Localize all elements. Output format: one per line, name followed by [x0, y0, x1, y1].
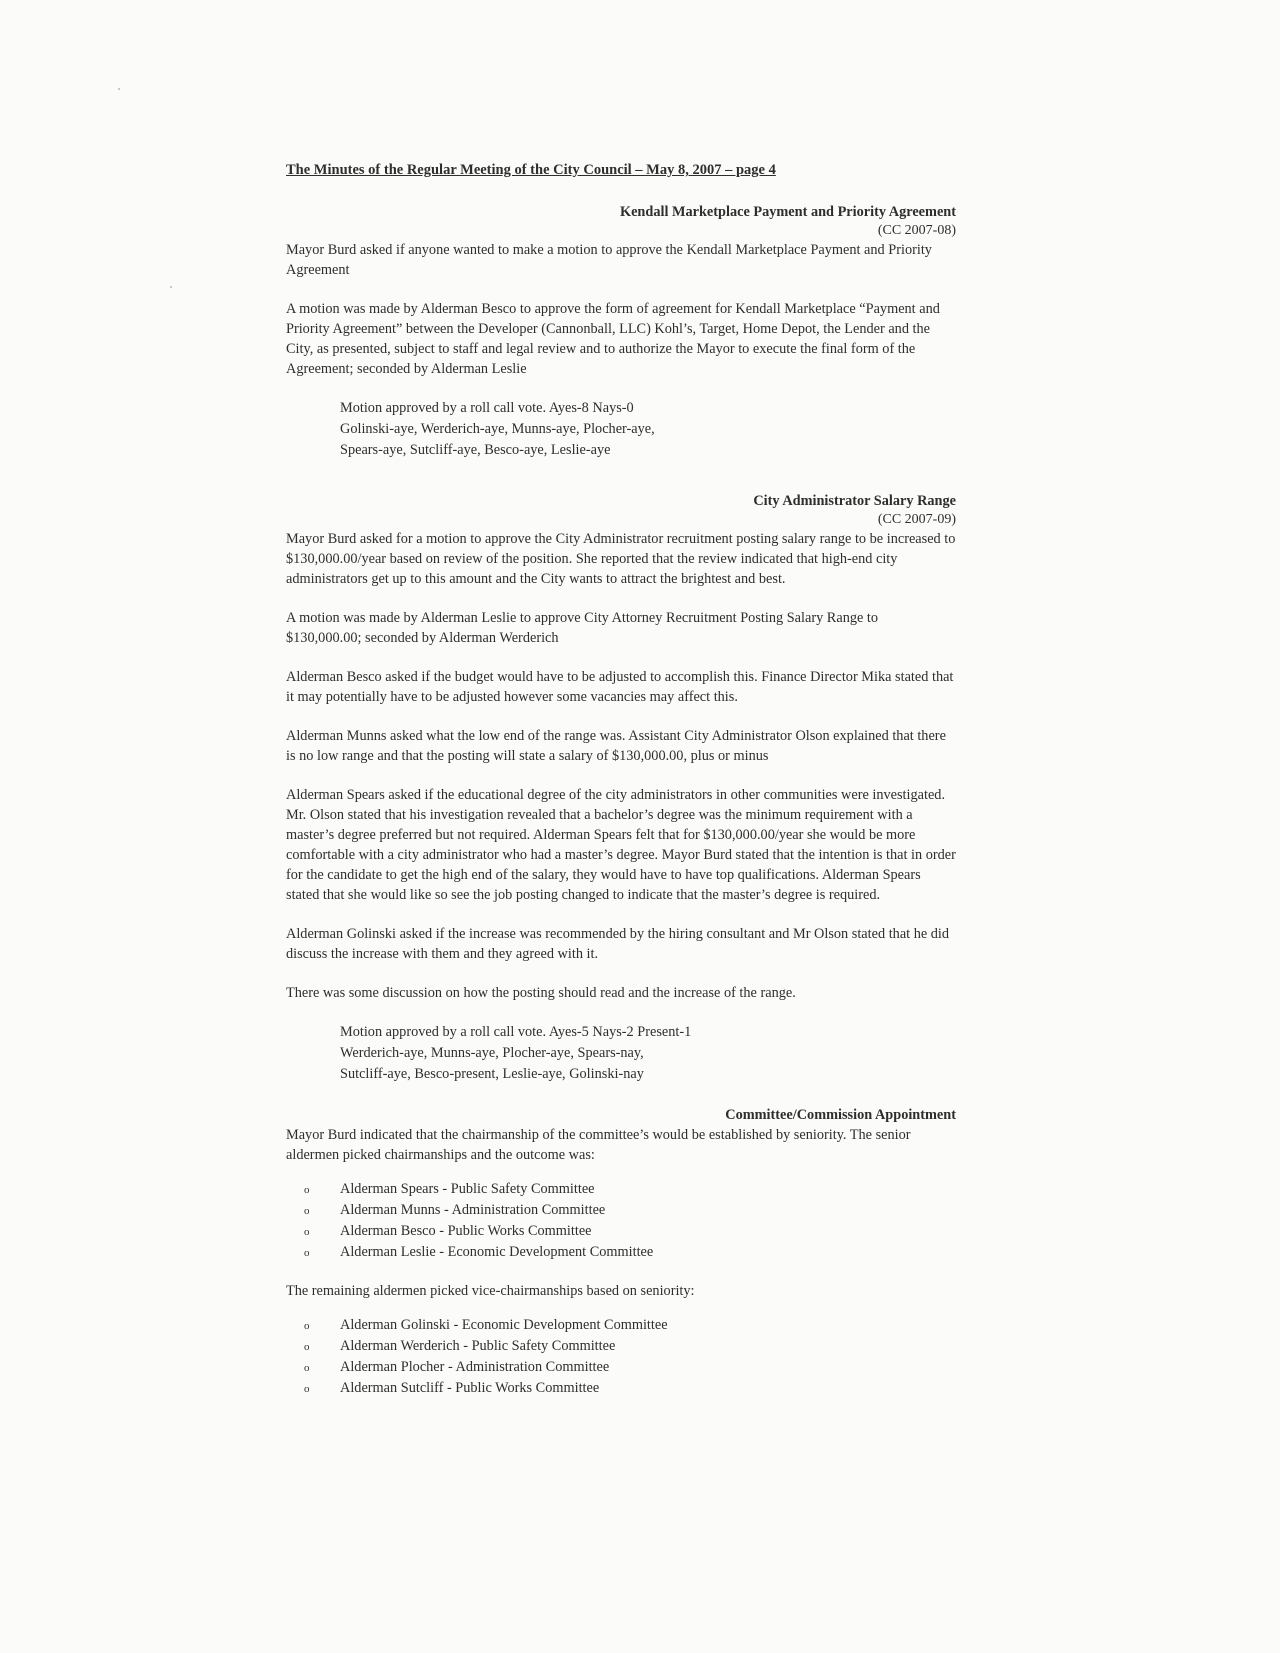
- paragraph: There was some discussion on how the posting should read and the increase of the range.: [286, 985, 796, 1001]
- bullet-circle-icon: o: [304, 1362, 310, 1374]
- list-item-text: Alderman Plocher - Administration Committee: [340, 1359, 610, 1375]
- section-administrator-salary: [286, 491, 956, 1085]
- chair-list: [304, 1179, 956, 1263]
- list-item-text: Alderman Spears - Public Safety Committee: [340, 1181, 595, 1197]
- list-item-text: Alderman Werderich - Public Safety Committee: [340, 1338, 616, 1354]
- paragraph: Mayor Burd asked if anyone wanted to make a motion to approve the Kendall Marketplace Payment and Priority Agreement: [286, 242, 932, 278]
- bullet-circle-icon: o: [304, 1226, 310, 1238]
- list-item: [304, 1200, 956, 1221]
- roll-call-vote: [340, 1022, 956, 1085]
- list-item: [304, 1336, 956, 1357]
- vote-line: Golinski-aye, Werderich-aye, Munns-aye, Plocher-aye,: [340, 421, 655, 437]
- section-code: (CC 2007-09): [877, 512, 956, 527]
- list-item: [304, 1315, 956, 1336]
- vice-chair-list: [304, 1315, 956, 1399]
- bullet-circle-icon: o: [304, 1383, 310, 1395]
- list-item: [304, 1221, 956, 1242]
- list-item-text: Alderman Sutcliff - Public Works Committee: [340, 1380, 600, 1396]
- bullet-circle-icon: o: [304, 1184, 310, 1196]
- list-item-text: Alderman Golinski - Economic Development Committee: [340, 1317, 668, 1333]
- section-heading: City Administrator Salary Range: [753, 493, 956, 509]
- bullet-circle-icon: o: [304, 1320, 310, 1332]
- paragraph: Alderman Golinski asked if the increase was recommended by the hiring consultant and Mr Olson stated that he did discuss the increase with them and they agreed with it.: [286, 926, 950, 962]
- paragraph: Alderman Munns asked what the low end of the range was. Assistant City Administrator Olson explained that there is no low range and that the posting will state a salary of $130,000.00, plus or minus: [286, 728, 946, 764]
- paragraph: A motion was made by Alderman Besco to approve the form of agreement for Kendall Marketplace “Payment and Priority Agreement” between the Developer (Cannonball, LLC) Kohl’s, Target, Home Depot, the Lender and the City, as presented, subject to staff and legal review and to authorize the Mayor to execute the final form of the Agreement; seconded by Alderman Leslie: [286, 301, 940, 377]
- section-code: (CC 2007-08): [877, 223, 956, 238]
- scan-speck: [170, 286, 172, 288]
- list-item: [304, 1179, 956, 1200]
- bullet-circle-icon: o: [304, 1341, 310, 1353]
- bullet-circle-icon: o: [304, 1247, 310, 1259]
- scan-speck: [118, 88, 120, 90]
- list-item-text: Alderman Besco - Public Works Committee: [340, 1223, 592, 1239]
- paragraph: Mayor Burd indicated that the chairmanship of the committee’s would be established by seniority. The senior aldermen picked chairmanships and the outcome was:: [286, 1127, 911, 1163]
- list-item: [304, 1378, 956, 1399]
- section-heading: Committee/Commission Appointment: [725, 1107, 956, 1123]
- paragraph: Mayor Burd asked for a motion to approve the City Administrator recruitment posting salary range to be increased to $130,000.00/year based on review of the position. She reported that the review indicated that high-end city administrators get up to this amount and the City wants to attract the brightest and best.: [286, 531, 956, 587]
- list-item-text: Alderman Munns - Administration Committee: [340, 1202, 606, 1218]
- section-committee-appointment: [286, 1105, 956, 1399]
- paragraph: Alderman Spears asked if the educational degree of the city administrators in other communities were investigated. Mr. Olson stated that his investigation revealed that a bachelor’s degree was the minimum requirement with a master’s degree preferred but not required. Alderman Spears felt that for $130,000.00/year she would be more comfortable with a city administrator who had a master’s degree. Mayor Burd stated that the intention is that in order for the candidate to get the high end of the salary, they would have to have top qualifications. Alderman Spears stated that she would like so see the job posting changed to indicate that the master’s degree is required.: [286, 787, 956, 903]
- list-item: [304, 1242, 956, 1263]
- section-kendall-marketplace: [286, 202, 956, 461]
- paragraph: The remaining aldermen picked vice-chairmanships based on seniority:: [286, 1283, 695, 1299]
- page-header: The Minutes of the Regular Meeting of the City Council – May 8, 2007 – page 4: [286, 162, 776, 178]
- paragraph: Alderman Besco asked if the budget would have to be adjusted to accomplish this. Finance Director Mika stated that it may potentially have to be adjusted however some vacancies may affect this.: [286, 669, 954, 705]
- vote-line: Motion approved by a roll call vote. Ayes-8 Nays-0: [340, 400, 634, 416]
- vote-line: Werderich-aye, Munns-aye, Plocher-aye, Spears-nay,: [340, 1045, 644, 1061]
- vote-line: Motion approved by a roll call vote. Ayes-5 Nays-2 Present-1: [340, 1024, 692, 1040]
- paragraph: A motion was made by Alderman Leslie to approve City Attorney Recruitment Posting Salary Range to $130,000.00; seconded by Alderman Werderich: [286, 610, 879, 646]
- bullet-circle-icon: o: [304, 1205, 310, 1217]
- section-heading: Kendall Marketplace Payment and Priority Agreement: [619, 204, 956, 220]
- vote-line: Sutcliff-aye, Besco-present, Leslie-aye, Golinski-nay: [340, 1066, 644, 1082]
- document-body: [286, 160, 956, 1417]
- vote-line: Spears-aye, Sutcliff-aye, Besco-aye, Leslie-aye: [340, 442, 611, 458]
- list-item: [304, 1357, 956, 1378]
- list-item-text: Alderman Leslie - Economic Development Committee: [340, 1244, 654, 1260]
- roll-call-vote: [340, 398, 956, 461]
